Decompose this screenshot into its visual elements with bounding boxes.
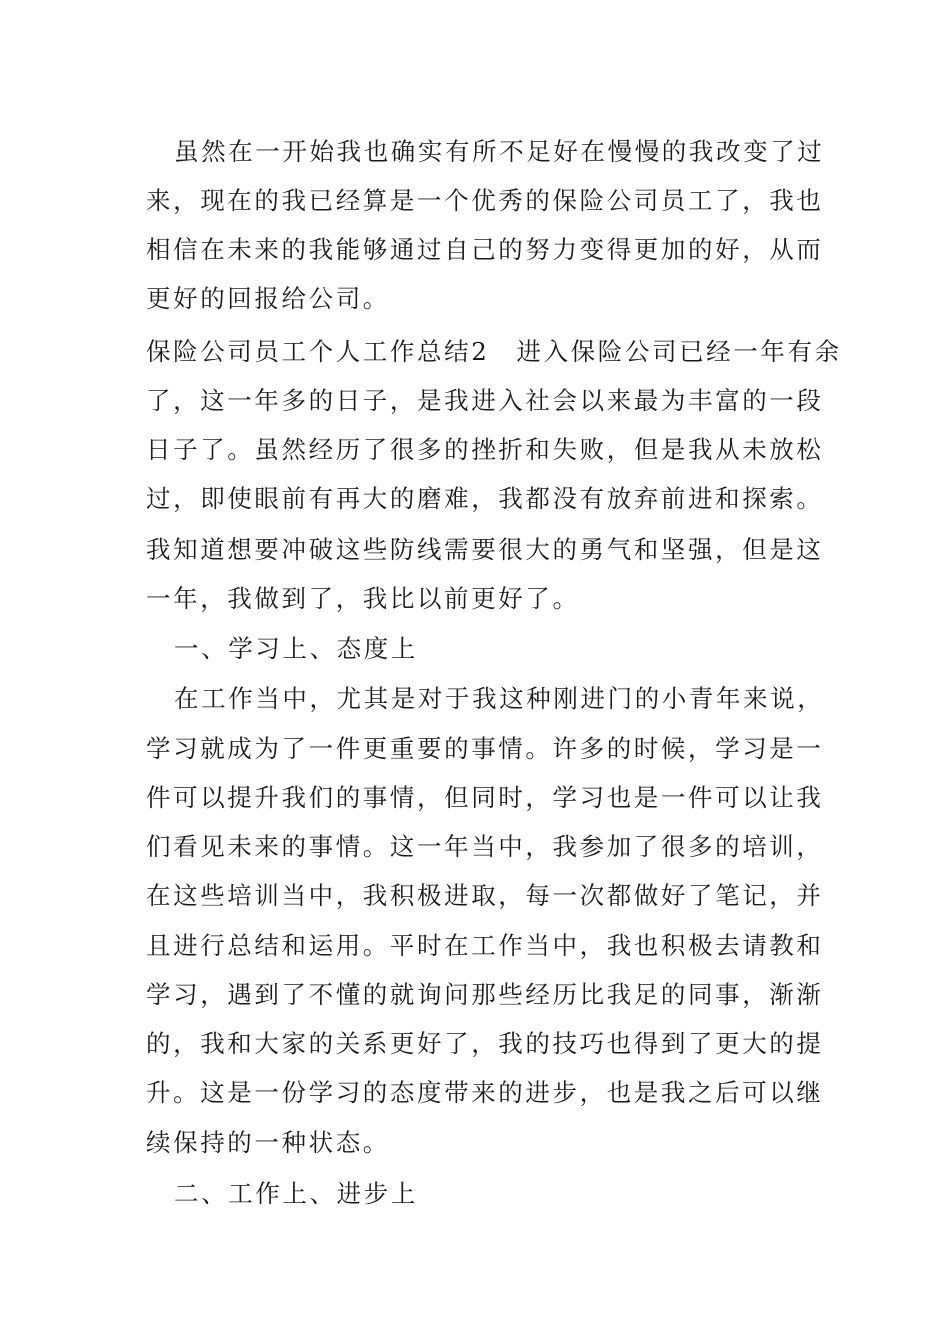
section-heading-1: 一、学习上、态度上 <box>174 634 418 663</box>
para3-line-5: 在这些培训当中，我积极进取，每一次都做好了笔记，并 <box>146 881 824 910</box>
para3-line-9: 升。这是一份学习的态度带来的进步，也是我之后可以继 <box>146 1078 824 1107</box>
para3-line-4: 们看见未来的事情。这一年当中，我参加了很多的培训， <box>146 832 824 861</box>
para2-line-3: 日子了。虽然经历了很多的挫折和失败，但是我从未放松 <box>146 435 824 464</box>
para1-line-3: 相信在未来的我能够通过自己的努力变得更加的好，从而 <box>146 235 824 264</box>
para3-line-6: 且进行总结和运用。平时在工作当中，我也积极去请教和 <box>146 931 824 960</box>
para2-line-5: 我知道想要冲破这些防线需要很大的勇气和坚强，但是这 <box>146 535 824 564</box>
para3-line-2: 学习就成为了一件更重要的事情。许多的时候，学习是一 <box>146 734 824 763</box>
section-heading-2: 二、工作上、进步上 <box>174 1179 418 1208</box>
para2-line-6: 一年，我做到了，我比以前更好了。 <box>146 584 580 613</box>
para2-line-4: 过，即使眼前有再大的磨难，我都没有放弃前进和探索。 <box>146 484 824 513</box>
para1-line-1: 虽然在一开始我也确实有所不足好在慢慢的我改变了过 <box>174 137 825 166</box>
para3-line-1: 在工作当中，尤其是对于我这种刚进门的小青年来说， <box>174 684 825 713</box>
para3-line-8: 的，我和大家的关系更好了，我的技巧也得到了更大的提 <box>146 1029 824 1058</box>
para3-line-10: 续保持的一种状态。 <box>146 1128 390 1157</box>
para1-line-4: 更好的回报给公司。 <box>146 284 390 313</box>
para2-line-2: 了，这一年多的日子，是我进入社会以来最为丰富的一段 <box>146 386 824 415</box>
para1-line-2: 来，现在的我已经算是一个优秀的保险公司员工了，我也 <box>146 186 824 215</box>
para2-line-1: 保险公司员工个人工作总结2 进入保险公司已经一年有余 <box>146 337 842 366</box>
para3-line-7: 学习，遇到了不懂的就询问那些经历比我足的同事，渐渐 <box>146 980 824 1009</box>
para3-line-3: 件可以提升我们的事情，但同时，学习也是一件可以让我 <box>146 783 824 812</box>
